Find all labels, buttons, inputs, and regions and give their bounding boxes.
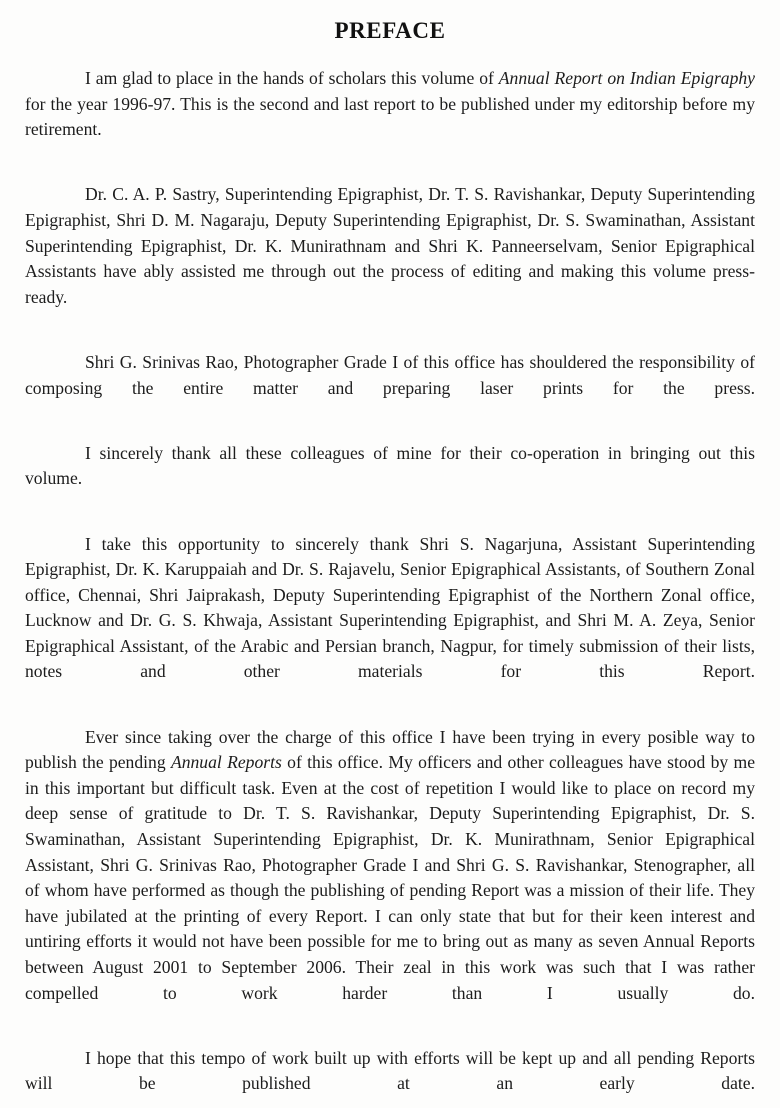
paragraph-p6: Ever since taking over the charge of this office I have been trying in every posible way to publish the pending Annual Reports of this office. My officers and other colleagues have stood by me in this important but difficult task. Even at the cost of repetition I would like to place on record my deep sense of gratitude to Dr. T. S. Ravishankar, Deputy Superintending Epigraphist, Dr. S. Swaminathan, Assistant Superintending Epigraphist, Dr. K. Munirathnam, Senior Epigraphical Assistant, Shri G. Srinivas Rao, Photographer Grade I and Shri G. S. Ravishankar, Stenographer, all of whom have performed as though the publishing of pending Report was a mission of their life. They have jubilated at the printing of every Report. I can only state that but for their keen interest and untiring efforts it would not have been possible for me to bring out as many as seven Annual Reports between August 2001 to September 2006. Their zeal in this work was such that I was rather compelled to work harder than I usually do. xyxy=(25,726,756,1003)
italic-title: Annual Reports xyxy=(170,752,282,773)
preface-body xyxy=(0,66,780,1108)
paragraph-p7: I hope that this tempo of work built up with efforts will be kept up and all pending Reports will be published at an early date. xyxy=(25,1047,755,1094)
page-title: PREFACE xyxy=(334,18,446,43)
paragraph-p4: I sincerely thank all these colleagues of mine for their co-operation in bringing out this volume. xyxy=(25,442,755,489)
paragraph-p5: I take this opportunity to sincerely thank Shri S. Nagarjuna, Assistant Superintending Epigraphist, Dr. K. Karuppaiah and Dr. S. Rajavelu, Senior Epigraphical Assistants, of Southern Zonal office, Chennai, Shri Jaiprakash, Deputy Superintending Epigraphist of the Northern Zonal office, Lucknow and Dr. G. S. Khwaja, Assistant Superintending Epigraphist, and Shri M. A. Zeya, Senior Epigraphical Assistant, of the Arabic and Persian branch, Nagpur, for timely submission of their lists, notes and other materials for this Report. xyxy=(25,533,755,682)
paragraph-p2: Dr. C. A. P. Sastry, Superintending Epigraphist, Dr. T. S. Ravishankar, Deputy Superintending Epigraphist, Shri D. M. Nagaraju, Deputy Superintending Epigraphist, Dr. S. Swaminathan, Assistant Superintending Epigraphist, Dr. K. Munirathnam and Shri K. Panneerselvam, Senior Epigraphical Assistants have ably assisted me through out the process of editing and making this volume press-ready. xyxy=(25,184,755,307)
paragraph-p3: Shri G. Srinivas Rao, Photographer Grade I of this office has shouldered the responsibility of composing the entire matter and preparing laser prints for the press. xyxy=(25,351,755,398)
italic-title: Annual Report on Indian Epigraphy xyxy=(498,68,755,88)
paragraph-p1: I am glad to place in the hands of scholars this volume of Annual Report on Indian Epigraphy for the year 1996-97. This is the second and last report to be published under my editorship before my retirement. xyxy=(25,68,755,140)
